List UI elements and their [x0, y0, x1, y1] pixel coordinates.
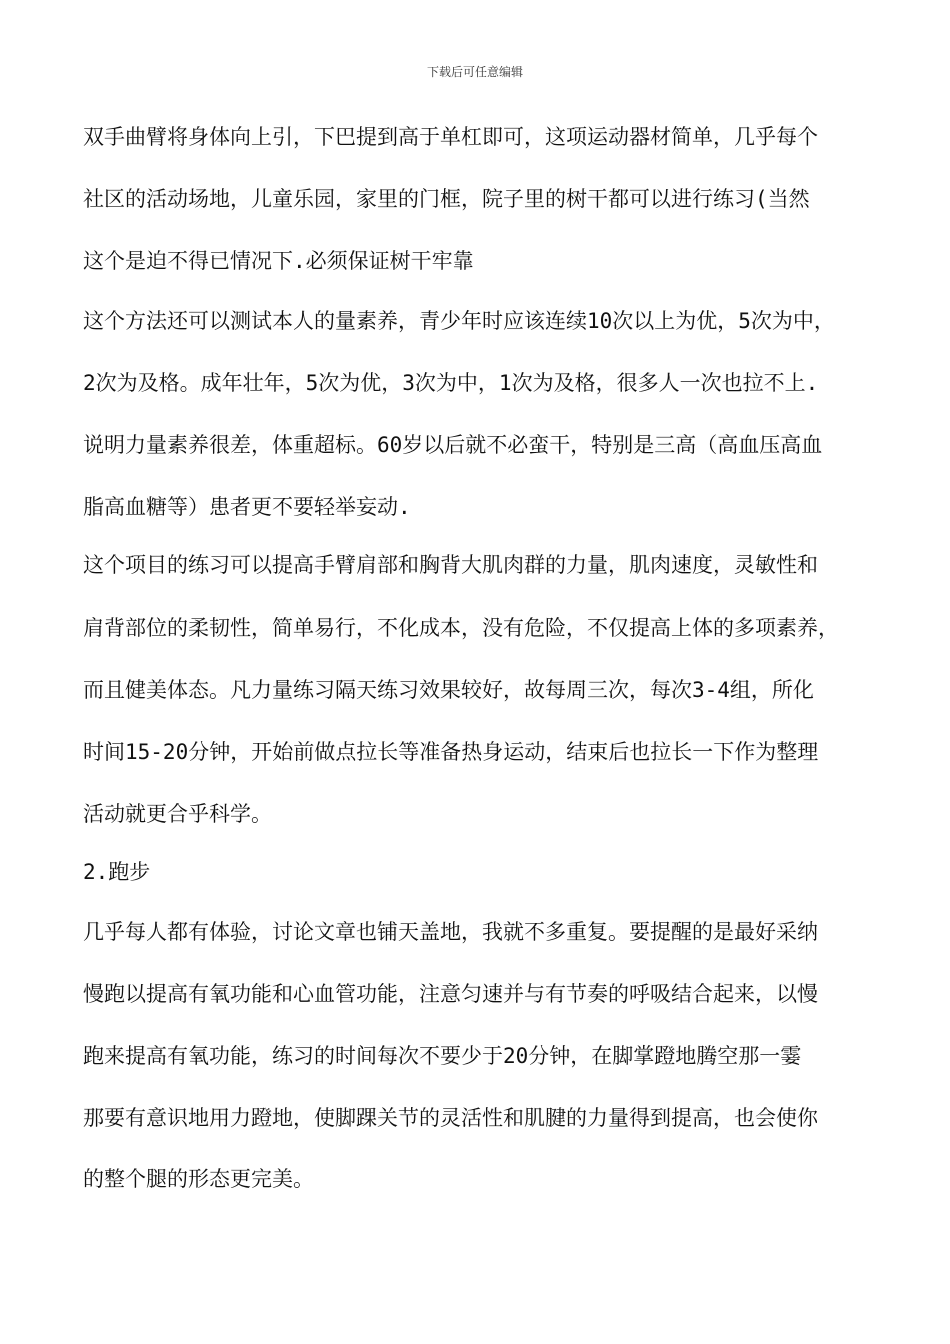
text-line-11: 时间15-20分钟，开始前做点拉长等准备热身运动，结束后也拉长一下作为整理: [83, 740, 819, 764]
text-line-2: 社区的活动场地，儿童乐园，家里的门框，院子里的树干都可以进行练习(当然: [83, 187, 810, 211]
text-line-10: 而且健美体态。凡力量练习隔天练习效果较好，故每周三次，每次3-4组，所化: [83, 678, 814, 702]
text-line-5: 2次为及格。成年壮年，5次为优，3次为中，1次为及格，很多人一次也拉不上.: [83, 371, 819, 395]
text-line-3: 这个是迫不得已情况下.必须保证树干牢靠: [83, 249, 474, 273]
text-line-9: 肩背部位的柔韧性，简单易行，不化成本，没有危险，不仅提高上体的多项素养，: [83, 616, 839, 640]
text-line-6: 说明力量素养很差，体重超标。60岁以后就不必蛮干，特别是三高（高血压高血: [83, 433, 823, 457]
text-line-1: 双手曲臂将身体向上引，下巴提到高于单杠即可，这项运动器材简单，几乎每个: [83, 125, 818, 149]
text-line-15: 慢跑以提高有氧功能和心血管功能，注意匀速并与有节奏的呼吸结合起来，以慢: [83, 982, 818, 1006]
text-line-4: 这个方法还可以测试本人的量素养，青少年时应该连续10次以上为优，5次为中，: [83, 309, 835, 333]
page-header: 下载后可任意编辑: [426, 65, 523, 79]
text-line-16: 跑来提高有氧功能，练习的时间每次不要少于20分钟，在脚掌蹬地腾空那一霎: [83, 1044, 802, 1068]
text-line-18: 的整个腿的形态更完美。: [83, 1167, 314, 1191]
text-line-12: 活动就更合乎科学。: [83, 802, 272, 826]
text-line-17: 那要有意识地用力蹬地，使脚踝关节的灵活性和肌腱的力量得到提高，也会使你: [83, 1106, 818, 1130]
text-line-8: 这个项目的练习可以提高手臂肩部和胸背大肌肉群的力量，肌肉速度，灵敏性和: [83, 553, 818, 577]
text-line-14: 几乎每人都有体验，讨论文章也铺天盖地，我就不多重复。要提醒的是最好采纳: [83, 920, 818, 944]
text-line-7: 脂高血糖等）患者更不要轻举妄动.: [83, 495, 411, 519]
section-heading-running: 2.跑步: [83, 860, 151, 884]
